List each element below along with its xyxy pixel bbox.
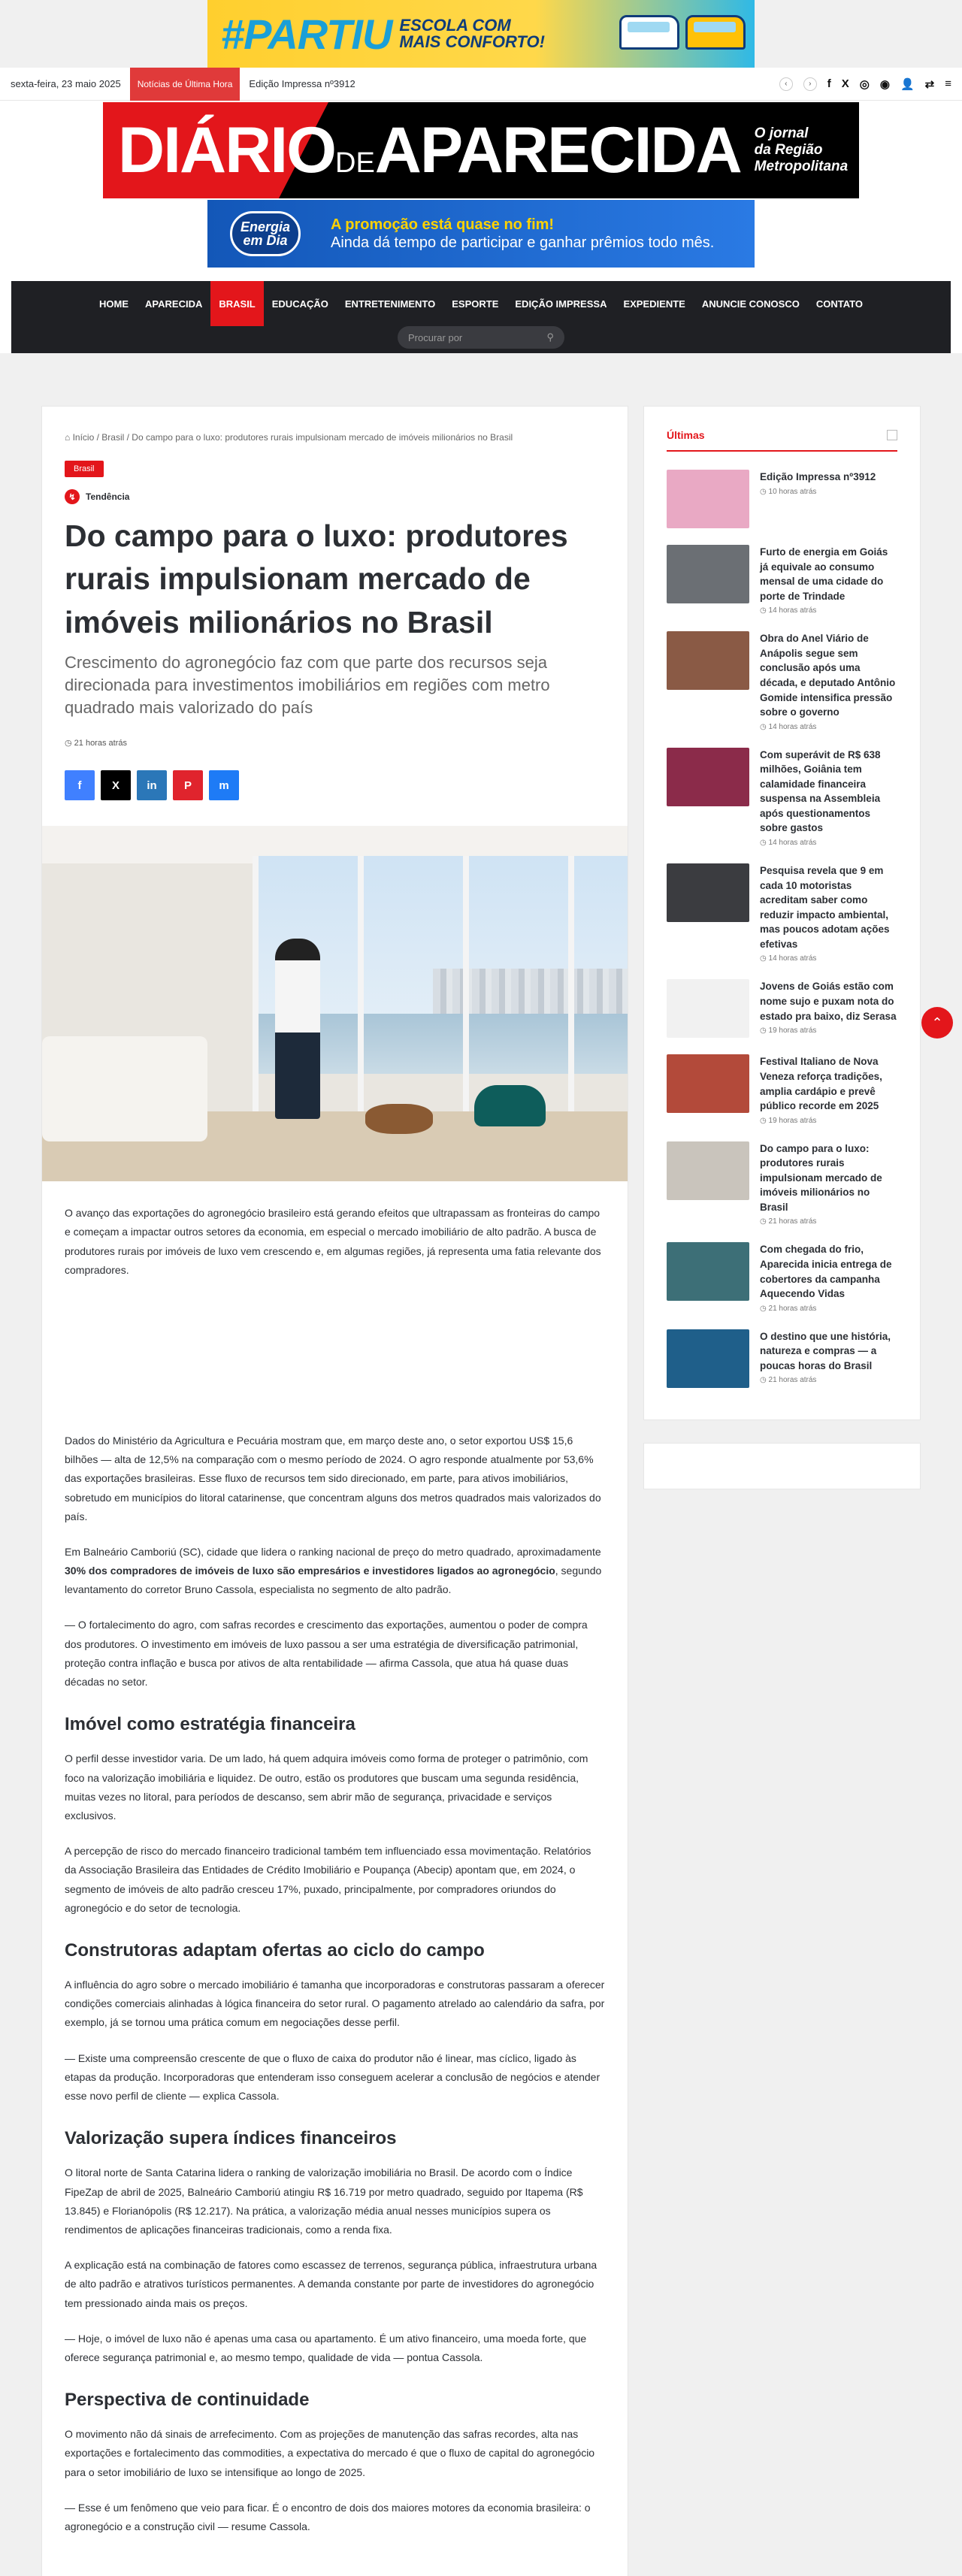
ticker-prev-button[interactable]: ‹	[779, 77, 793, 91]
widget-title	[667, 429, 897, 452]
article-body	[42, 1181, 628, 2536]
nav-item-edição-impressa[interactable]: EDIÇÃO IMPRESSA	[515, 298, 607, 310]
share-messenger-button[interactable]: m	[209, 770, 239, 800]
post-thumbnail[interactable]	[667, 748, 749, 806]
article-paragraph: Dados do Ministério da Agricultura e Pecuária mostram que, em março deste ano, o setor exportou US$ 15,6 bilhões — alta de 12,5% na comparação com o mesmo período de 2024. O agro responde atualmente por 53,6% das exportações brasileiras. Esse fluxo de recursos tem sido direcionado, em parte, para ativos imobiliários, sobretudo em municípios do litoral catarinense, que concentram alguns dos metros quadrados mais valorizados do país.	[65, 1434, 601, 1522]
category-badge[interactable]: Brasil	[65, 461, 104, 477]
post-thumbnail[interactable]	[667, 1242, 749, 1301]
post-text	[760, 1054, 897, 1124]
trending-icon: ↯	[65, 489, 80, 504]
post-title[interactable]: Edição Impressa nº3912	[760, 471, 876, 482]
post-thumbnail[interactable]	[667, 979, 749, 1038]
post-time: ◷ 21 horas atrás	[760, 1217, 817, 1226]
latest-posts-list	[667, 470, 897, 1388]
hero-coffee-table	[365, 1104, 433, 1134]
section-heading: Construtoras adaptam ofertas ao ciclo do campo	[65, 1940, 485, 1961]
current-date: sexta-feira, 23 maio 2025	[11, 78, 121, 89]
bold-text: 30% dos compradores de imóveis de luxo são empresários e investidores ligados ao agronegócio	[65, 1565, 555, 1577]
logo-de: DE	[335, 147, 375, 179]
post-title[interactable]: Com chegada do frio, Aparecida inicia entrega de cobertores da campanha Aquecendo Vidas	[760, 1244, 892, 1300]
post-time: ◷ 10 horas atrás	[760, 487, 817, 496]
whatsapp-icon[interactable]: ◉	[879, 77, 890, 91]
school-bus-icon	[685, 15, 746, 50]
tagline-line-2: da Região	[754, 142, 823, 159]
list-item[interactable]	[667, 631, 897, 730]
logo-tagline	[755, 125, 849, 175]
search-input[interactable]	[398, 326, 564, 349]
article-headline: Do campo para o luxo: produtores rurais impulsionam mercado de imóveis milionários no Brasil	[65, 519, 568, 639]
nav-item-brasil[interactable]: BRASIL	[210, 281, 263, 326]
menu-icon[interactable]: ≡	[945, 77, 951, 90]
x-twitter-icon[interactable]: X	[841, 77, 849, 90]
post-text	[760, 979, 897, 1038]
list-item[interactable]	[667, 1242, 897, 1312]
article-hero-image	[42, 826, 628, 1181]
article-paragraph	[65, 1543, 605, 1600]
list-item[interactable]	[667, 1054, 897, 1124]
nav-item-expediente[interactable]: EXPEDIENTE	[623, 298, 685, 310]
section-heading: Perspectiva de continuidade	[65, 2390, 310, 2411]
post-text	[760, 631, 897, 730]
post-text	[760, 863, 897, 963]
ad-subline: Ainda dá tempo de participar e ganhar prêmios todo mês.	[331, 234, 715, 251]
post-title[interactable]: Do campo para o luxo: produtores rurais impulsionam mercado de imóveis milionários no Brasil	[760, 1142, 882, 1213]
post-title[interactable]: Pesquisa revela que 9 em cada 10 motoristas acreditam saber como reduzir impacto ambiental, mas poucos adotam ações efetivas	[760, 865, 890, 950]
second-ad-area	[0, 198, 962, 281]
search-icon[interactable]: ⚲	[546, 331, 554, 343]
bus-illustration	[619, 15, 746, 50]
nav-item-home[interactable]: HOME	[99, 298, 129, 310]
nav-menu	[91, 281, 871, 326]
list-item[interactable]	[667, 1329, 897, 1388]
article-paragraph: A percepção de risco do mercado financeiro tradicional também tem influenciado essa movimentação. Relatórios da Associação Brasileira das Entidades de Crédito Imobiliário e Poupança (Abecip) apontam que, em 2024, o segmento de imóveis de alto padrão cresceu 17%, puxado, principalmente, por compradores oriundos do agronegócio e do setor de tecnologia.	[65, 1845, 591, 1914]
article-paragraph: — Hoje, o imóvel de luxo não é apenas uma casa ou apartamento. É um ativo financeiro, uma moeda forte, que oferece segurança patrimonial e, ao mesmo tempo, qualidade de vida — pontua Cassola.	[65, 2332, 587, 2363]
article-paragraph: O avanço das exportações do agronegócio brasileiro está gerando efeitos que ultrapassam as fronteiras do campo e começam a impactar outros setores da economia, em especial o mercado imobiliário de alto padrão. A busca de produtores rurais por imóveis de luxo vem crescendo e, em algumas regiões, já representa uma fatia relevante dos compradores.	[65, 1207, 601, 1276]
post-time: ◷ 14 horas atrás	[760, 606, 817, 615]
post-time: ◷ 14 horas atrás	[760, 722, 817, 731]
text-run: , segundo levantamento do corretor Bruno Cassola, especialista no segmento de alto padrão.	[65, 1565, 602, 1596]
energia-em-dia-ad[interactable]	[207, 200, 755, 268]
empty-widget	[643, 1443, 921, 1489]
scroll-to-top-button[interactable]: ⌃	[921, 1007, 953, 1039]
ad-copy: ESCOLA COM MAIS CONFORTO!	[399, 16, 545, 51]
site-logo[interactable]	[103, 102, 859, 198]
list-item[interactable]	[667, 979, 897, 1038]
in-article-ad-space	[65, 1296, 605, 1432]
header-logo-area	[0, 101, 962, 198]
nav-item-entretenimento[interactable]: ENTRETENIMENTO	[344, 298, 436, 310]
nav-item-esporte[interactable]: ESPORTE	[452, 298, 499, 310]
breaking-news-label: Notícias de Última Hora	[130, 68, 240, 101]
trend-text: Tendência	[86, 491, 130, 502]
share-buttons	[65, 770, 605, 800]
hero-armchair	[474, 1085, 546, 1126]
van-icon	[619, 15, 679, 50]
tagline-line-3: Metropolitana	[754, 158, 849, 174]
user-login-icon[interactable]: 👤	[900, 77, 915, 91]
ad-logo: Energia em Dia	[230, 211, 301, 256]
nav-item-educação[interactable]: EDUCAÇÃO	[271, 298, 328, 310]
post-text	[760, 748, 897, 847]
post-time: ◷ 19 horas atrás	[760, 1116, 817, 1125]
article	[41, 406, 628, 2576]
post-thumbnail[interactable]	[667, 863, 749, 922]
article-paragraph: O movimento não dá sinais de arrefecimento. Com as projeções de manutenção das safras recordes, alta nas exportações e fortalecimento das commodities, a expectativa do mercado é que o fluxo de capital do agronegócio para o setor imobiliário de luxo se intensifique ao longo de 2025.	[65, 2428, 595, 2478]
text-run: Em Balneário Camboriú (SC), cidade que lidera o ranking nacional de preço do metro quadrado, aproximadamente	[65, 1545, 601, 1558]
post-time: ◷ 14 horas atrás	[760, 954, 817, 963]
hero-person	[275, 939, 320, 1119]
list-item[interactable]	[667, 863, 897, 963]
post-thumbnail[interactable]	[667, 1141, 749, 1200]
post-text	[760, 1242, 897, 1312]
hero-sofa	[42, 1036, 207, 1141]
ad-headline: A promoção está quase no fim!	[331, 216, 555, 233]
breadcrumb[interactable]: ⌂ Início / Brasil / Do campo para o luxo: produtores rurais impulsionam mercado de imóveis milionários no Brasil	[65, 432, 513, 443]
section-heading: Valorização supera índices financeiros	[65, 2128, 397, 2149]
ticker-next-button[interactable]: ›	[803, 77, 817, 91]
article-paragraph: — O fortalecimento do agro, com safras recordes e crescimento das exportações, aumentou o poder de compra dos produtores. O investimento em imóveis de luxo passou a ser uma estratégia de diversificação patrimonial, proteção contra inflação e busca por ativos de alta rentabilidade — afirma Cassola, que atua há quase duas décadas no setor.	[65, 1619, 588, 1689]
content-area	[0, 406, 962, 2576]
main-navigation	[11, 281, 951, 353]
list-item[interactable]	[667, 748, 897, 847]
post-time: ◷ 14 horas atrás	[760, 839, 817, 847]
logo-diario: DIÁRIO	[118, 114, 335, 186]
article-paragraph: A explicação está na combinação de fatores como escassez de terrenos, segurança pública, infraestrutura urbana de alto padrão e atrativos turísticos permanentes. A demanda constante por parte de investidores do agronegócio tem pressionado ainda mais os preços.	[65, 2259, 597, 2309]
post-time: ◷ 19 horas atrás	[760, 1026, 817, 1036]
search-placeholder: Procurar por	[408, 331, 463, 343]
post-text	[760, 1329, 897, 1388]
post-title[interactable]: Furto de energia em Goiás já equivale ao consumo mensal de uma cidade do porte de Trindade	[760, 546, 888, 602]
article-time: ◷ 21 horas atrás	[65, 739, 127, 748]
nav-item-anuncie-conosco[interactable]: ANUNCIE CONOSCO	[701, 298, 800, 310]
post-title[interactable]: Com superávit de R$ 638 milhões, Goiânia tem calamidade financeira suspensa na Assembleia após questionamentos sobre gastos	[760, 748, 881, 834]
random-article-icon[interactable]: ⇄	[924, 77, 935, 91]
share-x-button[interactable]: X	[101, 770, 131, 800]
post-title[interactable]: Obra do Anel Viário de Anápolis segue sem conclusão após uma década, e deputado Antônio Gomide intensifica pressão sobre o governo	[760, 633, 896, 718]
logo-wordmark	[118, 114, 741, 186]
post-thumbnail[interactable]	[667, 1329, 749, 1388]
post-time: ◷ 21 horas atrás	[760, 1304, 817, 1313]
sidebar	[643, 406, 921, 2576]
post-text	[760, 1141, 897, 1226]
article-subheadline: Crescimento do agronegócio faz com que parte dos recursos seja direcionada para investimentos imobiliários em regiões com metro quadrado mais valorizado do país	[65, 653, 550, 717]
post-text	[760, 470, 876, 528]
post-thumbnail[interactable]	[667, 545, 749, 603]
document-icon	[887, 430, 897, 440]
nav-item-contato[interactable]: CONTATO	[815, 298, 863, 310]
latest-posts-widget	[643, 406, 921, 1420]
article-paragraph: — Existe uma compreensão crescente de que o fluxo de caixa do produtor não é linear, mas cíclico, ligado às etapas da produção. Incorporadoras que entenderam isso conseguem acelerar a conclusão de negócios e atender esse novo perfil de cliente — explica Cassola.	[65, 2051, 600, 2103]
nav-item-aparecida[interactable]: APARECIDA	[145, 298, 203, 310]
article-paragraph: O litoral norte de Santa Catarina lidera o ranking de valorização imobiliária no Brasil. De acordo com o Índice FipeZap de abril de 2025, Balneário Camboriú atingiu R$ 16.719 por metro quadrado, seguido por Itapema (R$ 13.845) e Florianópolis (R$ 12.217). Na prática, a valorização média anual nesses municípios supera os rendimentos de aplicações financeiras tradicionais, como a renda fixa.	[65, 2166, 583, 2236]
share-facebook-button[interactable]: f	[65, 770, 95, 800]
post-title[interactable]: Jovens de Goiás estão com nome sujo e puxam nota do estado pra baixo, diz Serasa	[760, 981, 897, 1022]
breaking-news-ticker[interactable]: Edição Impressa nº3912	[249, 78, 355, 89]
ad-hashtag: #PARTIU	[221, 10, 392, 58]
top-bar	[0, 68, 962, 101]
list-item[interactable]	[667, 470, 897, 528]
post-thumbnail[interactable]	[667, 1054, 749, 1113]
logo-aparecida: APARECIDA	[374, 114, 741, 186]
topbar-actions	[779, 77, 951, 91]
article-paragraph: A influência do agro sobre o mercado imobiliário é tamanha que incorporadoras e construtoras passaram a oferecer condições comerciais alinhadas à lógica financeira do setor rural. O pagamento atrelado ao calendário da safra, por exemplo, já se tornou uma prática comum em negociações desse perfil.	[65, 1979, 605, 2029]
widget-title-text: Últimas	[667, 429, 705, 441]
post-title[interactable]: O destino que une história, natureza e compras — a poucas horas do Brasil	[760, 1330, 891, 1371]
top-ad[interactable]	[0, 0, 962, 68]
list-item[interactable]	[667, 1141, 897, 1226]
share-pinterest-button[interactable]: P	[173, 770, 203, 800]
section-heading: Imóvel como estratégia financeira	[65, 1714, 355, 1735]
post-title[interactable]: Festival Italiano de Nova Veneza reforça tradições, amplia cardápio e prevê público recorde em 2025	[760, 1056, 882, 1112]
list-item[interactable]	[667, 545, 897, 615]
facebook-icon[interactable]: f	[827, 77, 831, 90]
post-thumbnail[interactable]	[667, 470, 749, 528]
share-linkedin-button[interactable]: in	[137, 770, 167, 800]
post-time: ◷ 21 horas atrás	[760, 1376, 817, 1385]
post-thumbnail[interactable]	[667, 631, 749, 690]
tagline-line-1: O jornal	[754, 125, 809, 142]
ad-text	[331, 216, 714, 252]
school-transport-ad[interactable]	[207, 0, 755, 68]
post-text	[760, 545, 897, 615]
article-paragraph: — Esse é um fenômeno que veio para ficar. É o encontro de dois dos maiores motores da economia brasileira: o agronegócio e a construção civil — resume Cassola.	[65, 2501, 591, 2533]
trend-label	[65, 489, 605, 504]
article-paragraph: O perfil desse investidor varia. De um lado, há quem adquira imóveis como forma de proteger o patrimônio, com foco na valorização imobiliária e liquidez. De outro, estão os produtores que buscam uma segunda residência, muitas vezes no litoral, para períodos de descanso, sem abrir mão de segurança, privacidade e serviços exclusivos.	[65, 1752, 588, 1822]
instagram-icon[interactable]: ◎	[859, 77, 870, 91]
